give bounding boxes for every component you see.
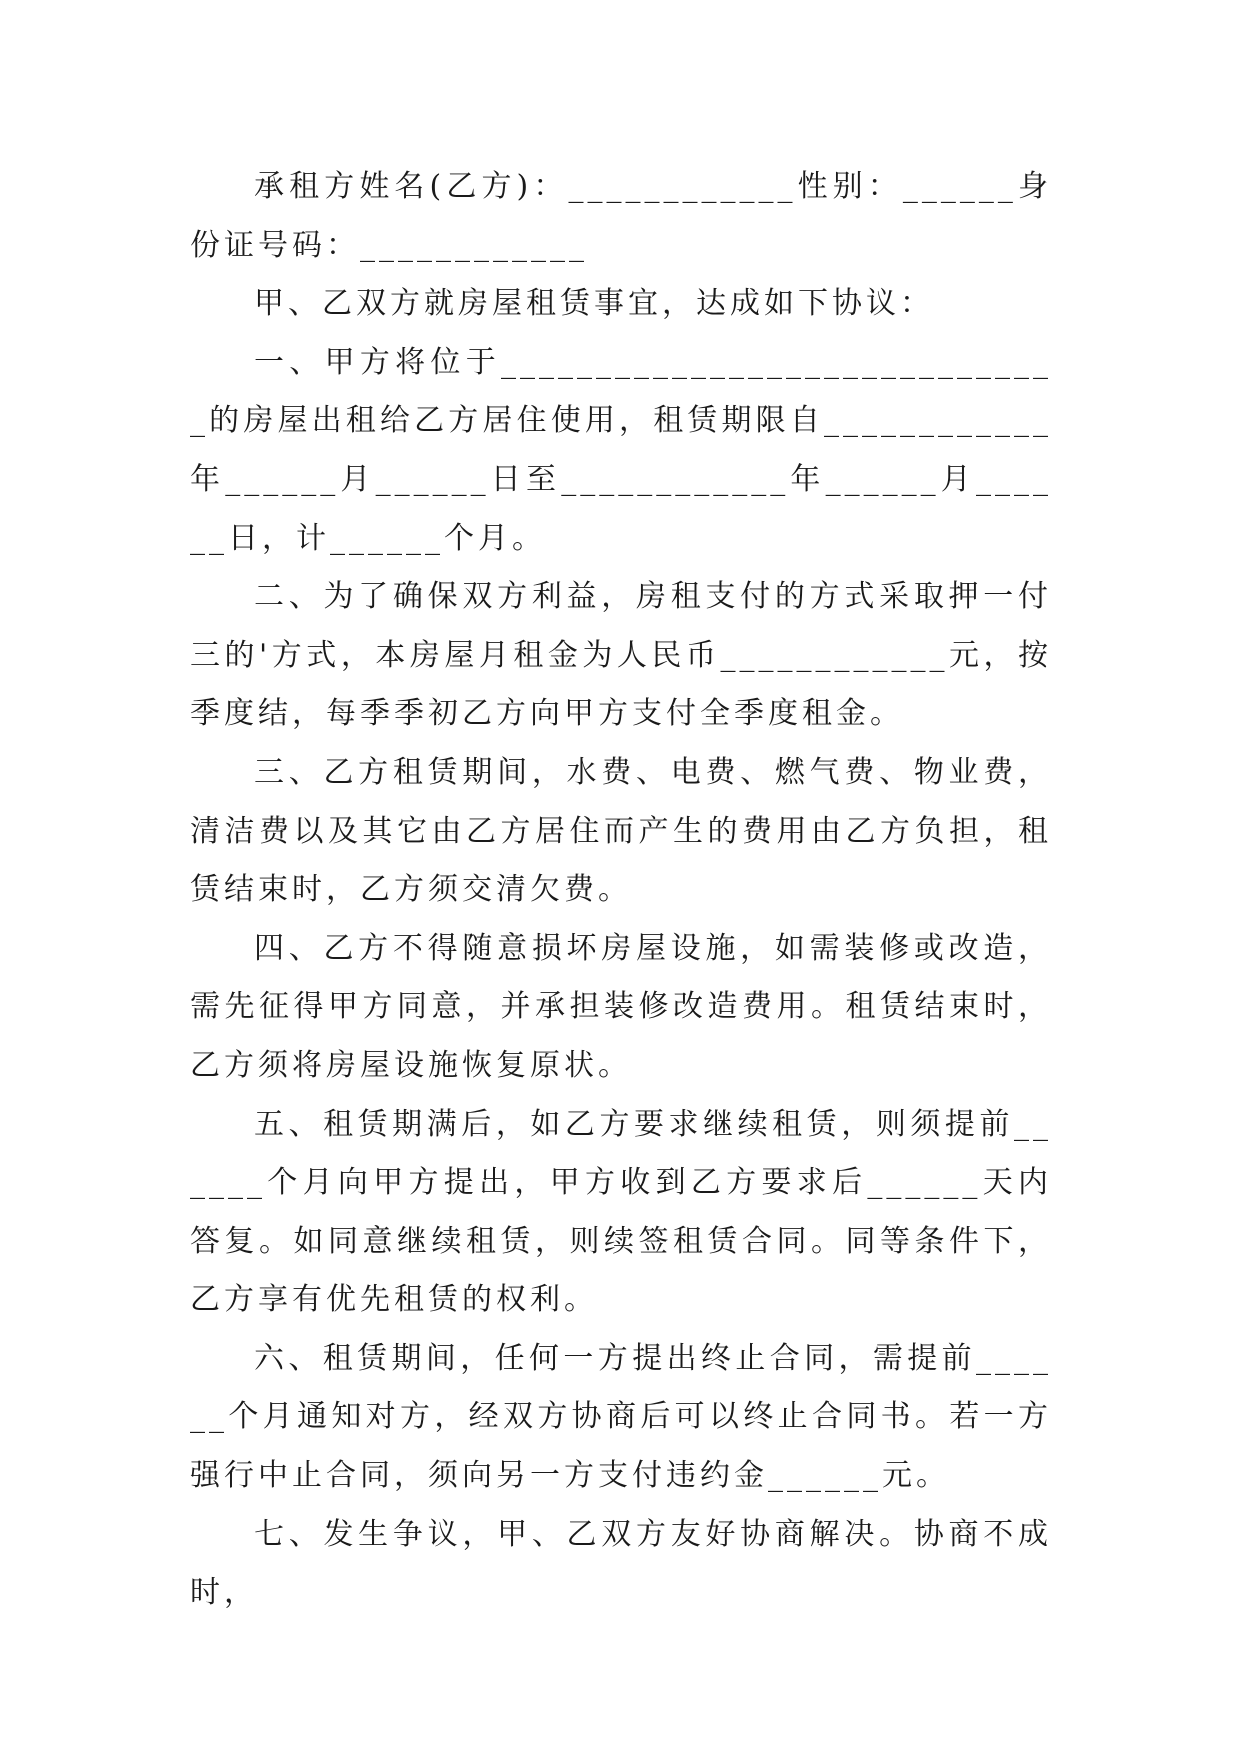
- paragraph-clause-5: 五、租赁期满后，如乙方要求继续租赁，则须提前______个月向甲方提出，甲方收到乙方要求后______天内答复。如同意继续租赁，则续签租赁合同。同等条件下，乙方享有优先租赁的权利。: [190, 1106, 1052, 1318]
- paragraph-agreement-intro: 甲、乙双方就房屋租赁事宜，达成如下协议：: [254, 286, 934, 322]
- paragraph-clause-1: 一、甲方将位于______________________________的房屋出租给乙方居住使用，租赁期限自____________年______月______日至____________年______月______日，计______个月。: [190, 344, 1052, 556]
- paragraph-clause-4: 四、乙方不得随意损坏房屋设施，如需装修或改造，需先征得甲方同意，并承担装修改造费用。租赁结束时，乙方须将房屋设施恢复原状。: [190, 930, 1052, 1083]
- paragraph-tenant-info: 承租方姓名(乙方)：____________性别：______身份证号码：____________: [190, 169, 1052, 263]
- paragraph-clause-2: 二、为了确保双方利益，房租支付的方式采取押一付三的'方式，本房屋月租金为人民币____________元，按季度结，每季季初乙方向甲方支付全季度租金。: [190, 579, 1052, 732]
- paragraph-clause-7: 七、发生争议，甲、乙双方友好协商解决。协商不成时，: [190, 1516, 1052, 1611]
- contract-body: [190, 158, 1052, 1623]
- paragraph-clause-6: 六、租赁期间，任何一方提出终止合同，需提前______个月通知对方，经双方协商后可以终止合同书。若一方强行中止合同，须向另一方支付违约金______元。: [190, 1340, 1052, 1494]
- paragraph-clause-3: 三、乙方租赁期间，水费、电费、燃气费、物业费，清洁费以及其它由乙方居住而产生的费用由乙方负担，租赁结束时，乙方须交清欠费。: [190, 754, 1052, 908]
